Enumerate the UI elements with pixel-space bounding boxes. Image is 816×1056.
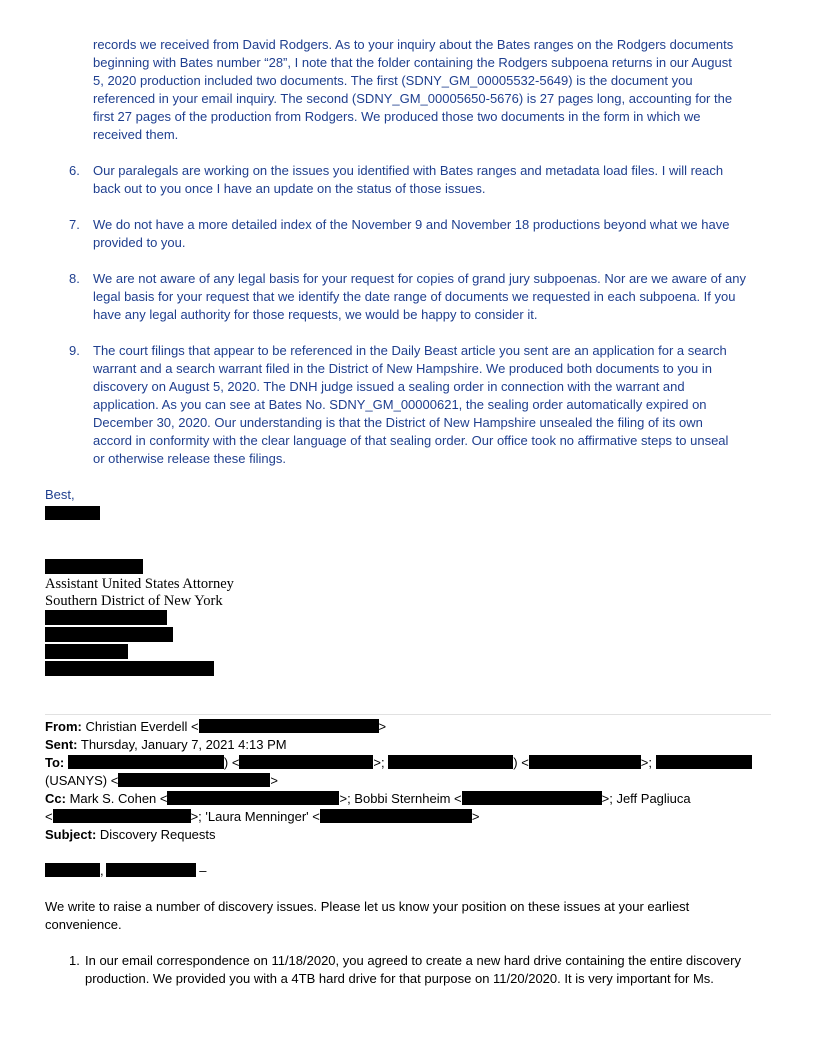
item-number: 7.: [69, 217, 80, 232]
sent-value: Thursday, January 7, 2021 4:13 PM: [80, 737, 287, 752]
salutation: [45, 862, 206, 880]
subject-label: Subject:: [45, 827, 97, 842]
redaction-block: [462, 791, 602, 805]
text-line: warrant and a search warrant filed in the District of New Hampshire. We produced both documents to you in: [93, 361, 713, 376]
signature-title: Assistant United States Attorney: [45, 576, 234, 592]
sent-line: [45, 736, 287, 754]
body-intro: [45, 898, 771, 934]
to-line2-close: >: [270, 773, 278, 788]
text-line: beginning with Bates number “28”, I note that the folder containing the Rodgers subpoena returns in our August: [93, 55, 732, 70]
text-line: referenced in your email inquiry. The second (SDNY_GM_00005650-5676) is 27 pages long, accounting for the: [93, 91, 733, 106]
redaction-block: [45, 644, 128, 659]
text-line: legal basis for your request that we identify the date range of documents we requested in each subpoena. If you: [93, 289, 736, 304]
redaction-block: [118, 773, 270, 787]
to-line-continued: [45, 772, 278, 790]
cc-line: [45, 790, 691, 808]
redaction-block: [45, 506, 100, 520]
item-number: 6.: [69, 163, 80, 178]
divider: [45, 714, 771, 715]
text-line: We do not have a more detailed index of the November 9 and November 18 productions beyond what we have: [93, 217, 730, 232]
text-line: convenience.: [45, 917, 122, 932]
text-line: accord in conformity with the clear language of that sealing order. Our office took no affirmative steps to unseal: [93, 433, 729, 448]
signature-office: Southern District of New York: [45, 593, 223, 609]
text-line: have any legal authority for those requests, we would be happy to consider it.: [93, 307, 538, 322]
salutation-dash: –: [195, 863, 207, 878]
cc-separator: >; Jeff Pagliuca: [601, 791, 691, 806]
redaction-block: [320, 809, 472, 823]
cc-label: Cc:: [45, 791, 66, 806]
redaction-block: [45, 627, 173, 642]
to-separator: ) <: [513, 755, 529, 770]
to-line2-prefix: (USANYS) <: [45, 773, 119, 788]
cc-line2-open: <: [45, 809, 53, 824]
redaction-block: [656, 755, 752, 769]
text-line: provided to you.: [93, 235, 186, 250]
text-line: or otherwise release these filings.: [93, 451, 286, 466]
cc-line-continued: [45, 808, 479, 826]
continuation-paragraph: [93, 36, 773, 144]
from-label: From:: [45, 719, 82, 734]
to-line: [45, 754, 752, 772]
redaction-block: [529, 755, 641, 769]
redaction-block: [388, 755, 513, 769]
redaction-block: [45, 863, 100, 877]
from-close: >: [378, 719, 387, 734]
subject-value: Discovery Requests: [99, 827, 216, 842]
subject-line: [45, 826, 216, 844]
text-line: application. As you can see at Bates No. SDNY_GM_00000621, the sealing order automatically expired on: [93, 397, 707, 412]
from-line: [45, 718, 386, 736]
text-line: back out to you once I have an update on the status of those issues.: [93, 181, 486, 196]
text-line: The court filings that appear to be referenced in the Daily Beast article you sent are an application for a search: [93, 343, 727, 358]
redaction-block: [167, 791, 339, 805]
salutation-comma: ,: [100, 863, 104, 878]
item-number: 8.: [69, 271, 80, 286]
to-label: To:: [45, 755, 65, 770]
redaction-block: [53, 809, 191, 823]
redaction-block: [45, 610, 167, 625]
text-line: Our paralegals are working on the issues you identified with Bates ranges and metadata load files. I will reach: [93, 163, 724, 178]
redaction-block: [68, 755, 224, 769]
text-line: 5, 2020 production included two documents. The first (SDNY_GM_00005532-5649) is the document you: [93, 73, 693, 88]
sent-label: Sent:: [45, 737, 78, 752]
text-line: production. We provided you with a 4TB hard drive for that purpose on 11/20/2020. It is very important for Ms.: [85, 971, 714, 986]
text-line: December 30, 2020. Our understanding is that the District of New Hampshire unsealed the filing of its own: [93, 415, 703, 430]
redaction-block: [239, 755, 373, 769]
text-line: discovery on August 5, 2020. The DNH judge issued a sealing order in connection with the warrant and: [93, 379, 685, 394]
text-line: records we received from David Rodgers. As to your inquiry about the Bates ranges on the Rodgers documents: [93, 37, 734, 52]
text-line: We write to raise a number of discovery issues. Please let us know your position on these issues at your earliest: [45, 899, 690, 914]
text-line: In our email correspondence on 11/18/2020, you agreed to create a new hard drive containing the entire discovery: [85, 953, 741, 968]
redaction-block: [106, 863, 196, 877]
item-number: 9.: [69, 343, 80, 358]
redaction-block: [45, 661, 214, 676]
text-line: first 27 pages of the production from Rodgers. We produced those two documents in the form in which we: [93, 109, 701, 124]
redaction-block: [45, 559, 143, 574]
to-separator: >;: [373, 755, 389, 770]
text-line: received them.: [93, 127, 179, 142]
cc-name: Mark S. Cohen <: [69, 791, 168, 806]
from-name: Christian Everdell <: [85, 719, 199, 734]
item-number: 1.: [69, 953, 80, 968]
to-separator: ) <: [223, 755, 240, 770]
redaction-block: [199, 719, 379, 733]
cc-line2-mid: >; 'Laura Menninger' <: [190, 809, 320, 824]
text-line: We are not aware of any legal basis for your request for copies of grand jury subpoenas. Nor are we aware of any: [93, 271, 747, 286]
to-separator: >;: [640, 755, 656, 770]
cc-line2-close: >: [471, 809, 480, 824]
cc-separator: >; Bobbi Sternheim <: [339, 791, 462, 806]
signoff: Best,: [45, 487, 75, 502]
